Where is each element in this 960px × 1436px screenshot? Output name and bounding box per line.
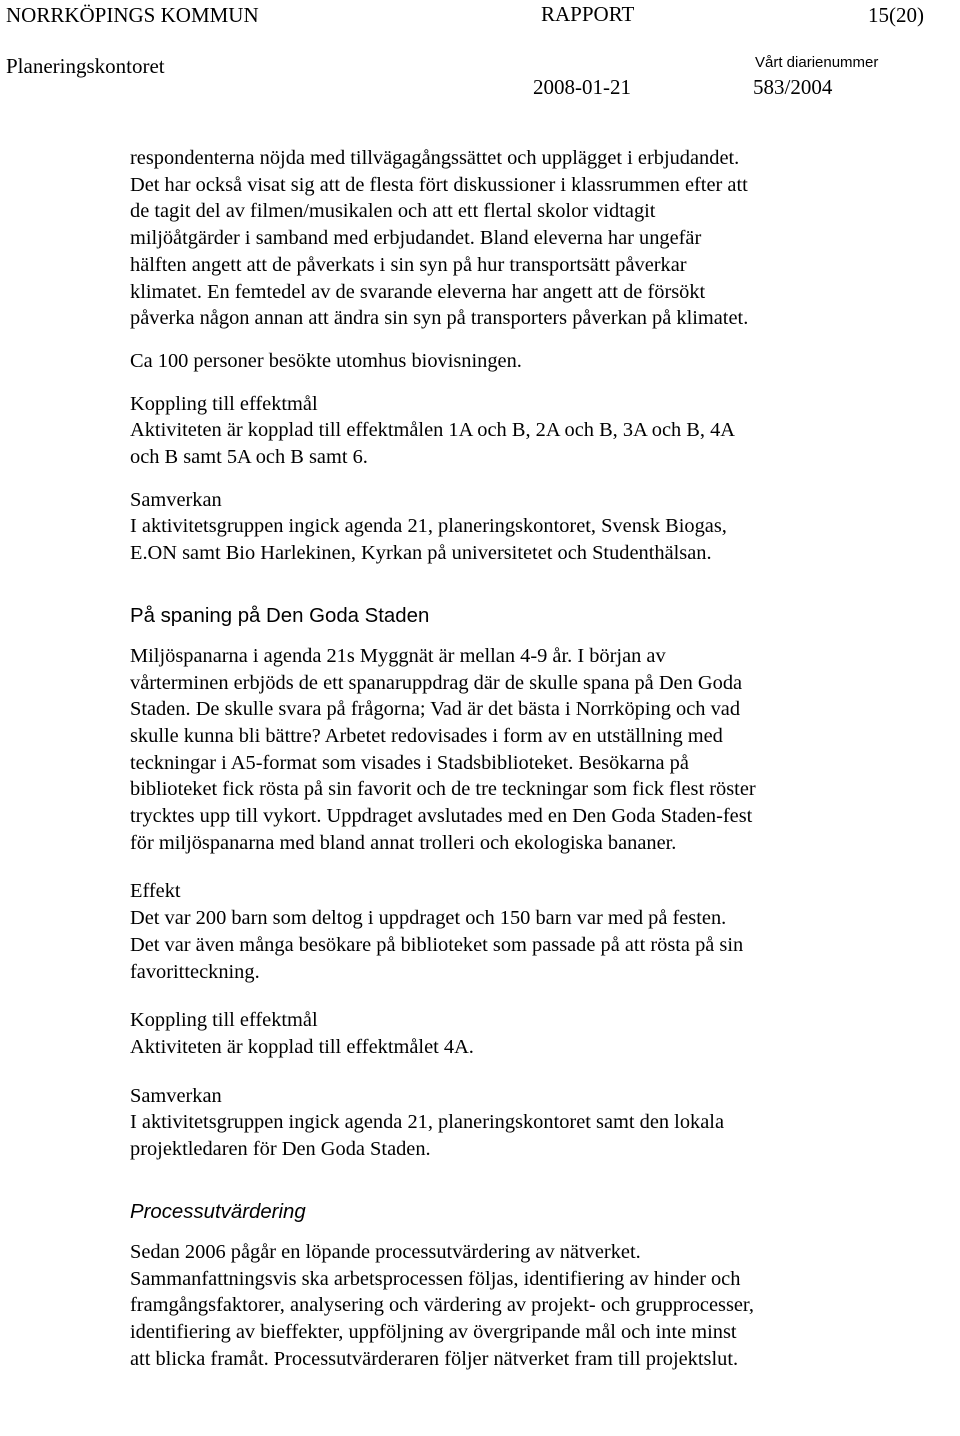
processutvardering-paragraph <box>130 1239 930 1373</box>
text-line: Miljöspanarna i agenda 21s Myggnät är mellan 4-9 år. I början av <box>130 644 666 667</box>
koppling-heading: Koppling till effektmål <box>130 392 318 415</box>
samverkan-heading: Samverkan <box>130 1084 222 1107</box>
section-title-den-goda-staden: På spaning på Den Goda Staden <box>130 604 430 627</box>
text-line: hälften angett att de påverkats i sin syn på hur transportsätt påverkar <box>130 253 687 276</box>
text-line: respondenterna nöjda med tillvägagångssättet och upplägget i erbjudandet. <box>130 147 740 169</box>
visitors-paragraph <box>130 348 930 375</box>
reference-number: 583/2004 <box>753 75 833 99</box>
text-line: Det har också visat sig att de flesta fört diskussioner i klassrummen efter att <box>130 173 748 196</box>
text-line: Ca 100 personer besökte utomhus biovisningen. <box>130 349 522 372</box>
text-line: Det var även många besökare på biblioteket som passade på att rösta på sin <box>130 933 744 956</box>
text-line: Aktiviteten är kopplad till effektmålen 1A och B, 2A och B, 3A och B, 4A <box>130 419 736 442</box>
text-line: I aktivitetsgruppen ingick agenda 21, planeringskontoret, Svensk Biogas, <box>130 515 727 538</box>
text-line: teckningar i A5-format som visades i Stadsbiblioteket. Besökarna på <box>130 751 689 774</box>
text-line: trycktes upp till vykort. Uppdraget avslutades med en Den Goda Staden-fest <box>130 805 753 828</box>
department-name: Planeringskontoret <box>6 54 165 78</box>
text-line: miljöåtgärder i samband med erbjudandet. Bland eleverna har ungefär <box>130 227 702 250</box>
page-number: 15(20) <box>868 3 924 27</box>
text-line: E.ON samt Bio Harlekinen, Kyrkan på universitetet och Studenthälsan. <box>130 542 712 565</box>
text-line: klimatet. En femtedel av de svarande eleverna har angett att de försökt <box>130 280 706 303</box>
text-line: biblioteket fick rösta på sin favorit och de tre teckningar som fick flest röster <box>130 778 756 801</box>
text-line: I aktivitetsgruppen ingick agenda 21, planeringskontoret samt den lokala <box>130 1111 724 1134</box>
text-line: påverka någon annan att ändra sin syn på transporters påverkan på klimatet. <box>130 307 749 330</box>
effekt-heading: Effekt <box>130 880 181 903</box>
text-line: projektledaren för Den Goda Staden. <box>130 1138 431 1161</box>
report-body <box>130 145 930 1372</box>
text-line: Sedan 2006 pågår en löpande processutvärdering av nätverket. <box>130 1240 641 1263</box>
text-line: framgångsfaktorer, analysering och värdering av projekt- och grupprocesser, <box>130 1294 754 1317</box>
text-line: identifiering av bieffekter, uppföljning av övergripande mål och inte minst <box>130 1320 737 1343</box>
effekt-paragraph <box>130 905 930 985</box>
intro-paragraph <box>130 145 930 332</box>
koppling-heading: Koppling till effektmål <box>130 1009 318 1032</box>
text-line: Det var 200 barn som deltog i uppdraget och 150 barn var med på festen. <box>130 907 727 930</box>
koppling-paragraph <box>130 417 930 470</box>
samverkan-paragraph <box>130 513 930 566</box>
report-date: 2008-01-21 <box>533 75 631 99</box>
document-type: RAPPORT <box>541 2 635 26</box>
text-line: och B samt 5A och B samt 6. <box>130 446 368 469</box>
text-line: för miljöspanarna med bland annat trolleri och ekologiska bananer. <box>130 831 677 854</box>
text-line: vårterminen erbjöds de ett spanaruppdrag där de skulle spana på Den Goda <box>130 671 743 694</box>
den-goda-staden-paragraph <box>130 643 930 857</box>
section-title-processutvardering: Processutvärdering <box>130 1200 306 1223</box>
koppling-paragraph <box>130 1034 930 1061</box>
text-line: favoritteckning. <box>130 960 260 983</box>
text-line: Staden. De skulle svara på frågorna; Vad är det bästa i Norrköping och vad <box>130 698 741 721</box>
municipality-name: NORRKÖPINGS KOMMUN <box>6 3 259 27</box>
text-line: skulle kunna bli bättre? Arbetet redovisades i form av en utställning med <box>130 724 723 747</box>
text-line: Aktiviteten är kopplad till effektmålet 4A. <box>130 1035 474 1058</box>
text-line: att blicka framåt. Processutvärderaren följer nätverket fram till projektslut. <box>130 1347 739 1370</box>
samverkan-paragraph <box>130 1109 930 1162</box>
reference-label: Vårt diarienummer <box>755 54 879 71</box>
text-line: de tagit del av filmen/musikalen och att ett flertal skolor vidtagit <box>130 200 656 223</box>
text-line: Sammanfattningsvis ska arbetsprocessen följas, identifiering av hinder och <box>130 1267 741 1290</box>
samverkan-heading: Samverkan <box>130 488 222 511</box>
